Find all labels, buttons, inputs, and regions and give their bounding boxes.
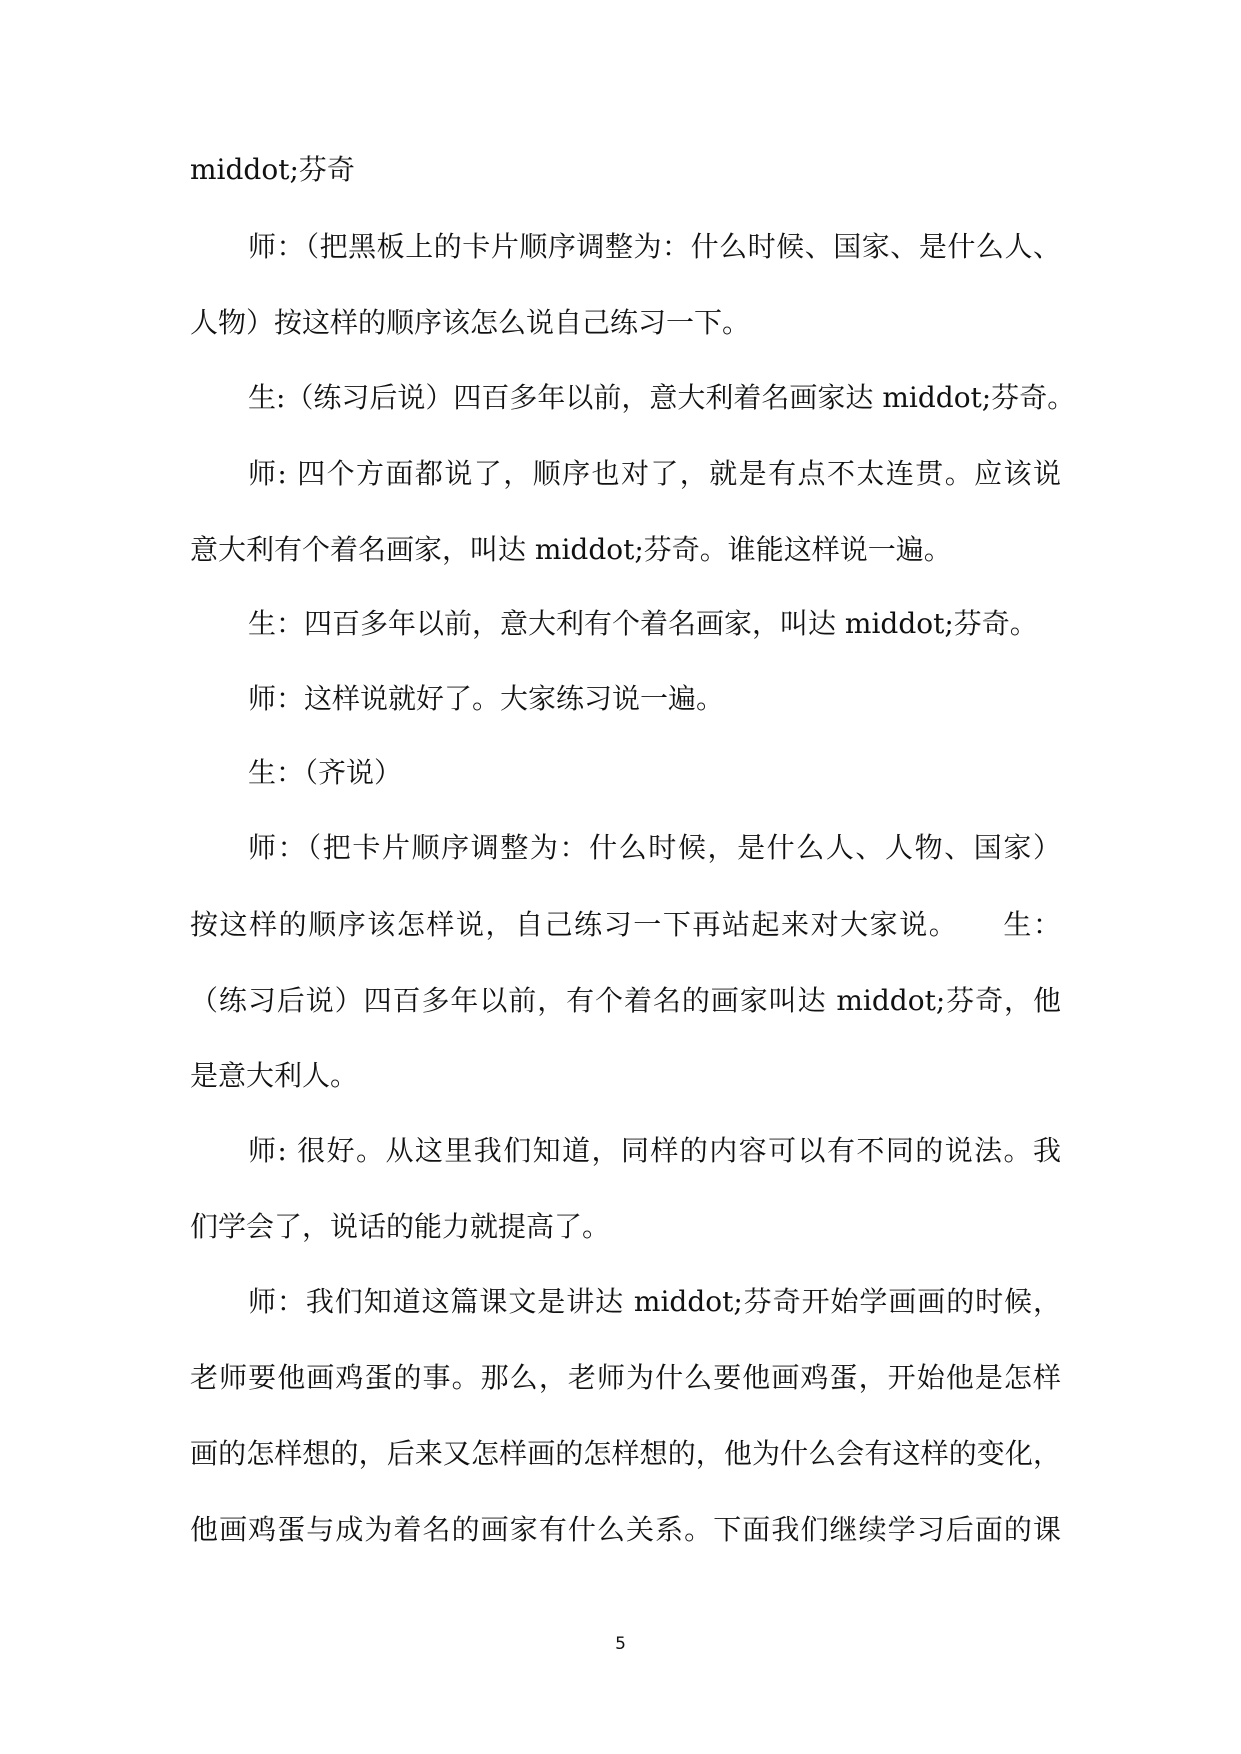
text-line: 人物）按这样的顺序该怎么说自己练习一下。 [190, 306, 751, 339]
text-line: 按这样的顺序该怎样说，自己练习一下再站起来对大家说。 生： [190, 908, 1061, 941]
text-line: 师：（把黑板上的卡片顺序调整为：什么时候、国家、是什么人、 [248, 230, 1061, 263]
page-number: 5 [615, 1634, 626, 1654]
text-line: 师: 很好。从这里我们知道，同样的内容可以有不同的说法。我 [248, 1134, 1061, 1167]
text-line: 生:（练习后说）四百多年以前，意大利着名画家达 middot;芬奇。 [248, 381, 1076, 414]
text-line: 师：（把卡片顺序调整为：什么时候，是什么人、人物、国家） [248, 831, 1061, 864]
text-line: 生：四百多年以前，意大利有个着名画家，叫达 middot;芬奇。 [248, 607, 1038, 640]
text-line: 师: 四个方面都说了，顺序也对了，就是有点不太连贯。应该说 [248, 457, 1061, 490]
text-line: middot;芬奇 [190, 153, 355, 186]
text-line: 们学会了，说话的能力就提高了。 [190, 1210, 611, 1243]
text-line: 师：这样说就好了。大家练习说一遍。 [248, 682, 725, 715]
text-line: 是意大利人。 [190, 1059, 359, 1092]
text-line: 师：我们知道这篇课文是讲达 middot;芬奇开始学画画的时候， [248, 1285, 1061, 1318]
text-line: 生：（齐说） [248, 756, 403, 789]
text-line: 他画鸡蛋与成为着名的画家有什么关系。下面我们继续学习后面的课 [190, 1513, 1061, 1546]
text-line: 老师要他画鸡蛋的事。那么，老师为什么要他画鸡蛋，开始他是怎样 [190, 1361, 1061, 1394]
text-line: （练习后说）四百多年以前，有个着名的画家叫达 middot;芬奇，他 [190, 984, 1061, 1017]
text-line: 意大利有个着名画家，叫达 middot;芬奇。谁能这样说一遍。 [190, 533, 952, 566]
text-line: 画的怎样想的，后来又怎样画的怎样想的，他为什么会有这样的变化， [190, 1437, 1061, 1470]
